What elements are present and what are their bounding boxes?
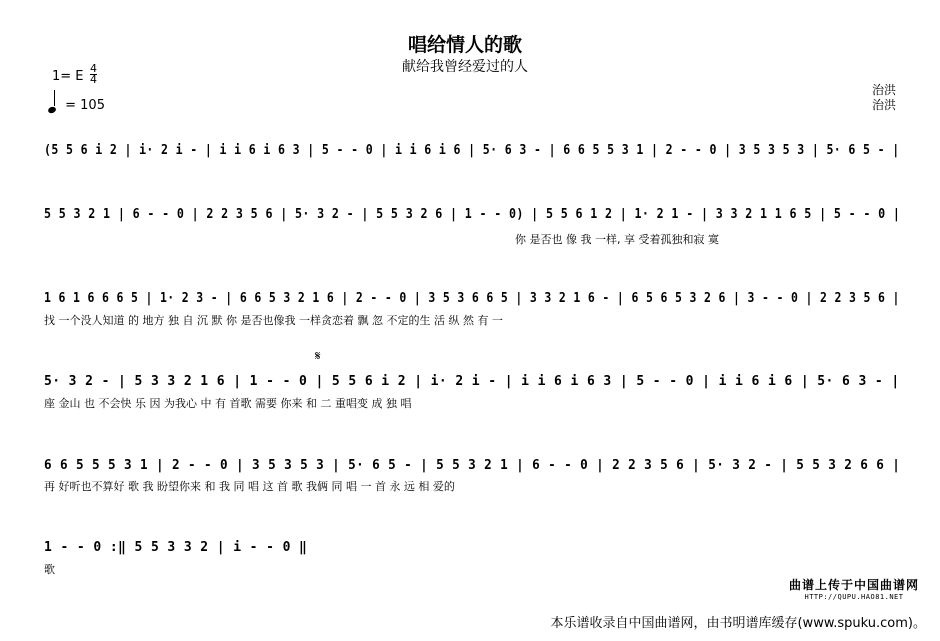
key-signature: 1= E <box>52 69 84 84</box>
lyricist: 治洪 <box>872 83 897 97</box>
score-row-6: 1 - - 0 :‖ 5 5 3 3 2 | i - - 0 ‖ <box>44 540 308 555</box>
stamp-line-2: HTTP://QUPU.HAO81.NET <box>804 593 904 601</box>
score-row-4: 5· 3 2 - | 5 3 3 2 1 6 | 1 - - 0 | 5 5 6 i 2 | i· 2 i - | i i 6 i 6 3 | 5 - - 0 | i i 6 i 6 | 5· 6 3 - | <box>44 374 900 389</box>
stamp-line-1: 曲谱上传于中国曲谱网 <box>788 578 919 592</box>
composer: 治洪 <box>872 98 897 112</box>
time-signature <box>90 64 97 85</box>
lyric-row-5: 再 好听也不算好 歌 我 盼望你来 和 我 同 唱 这 首 歌 我俩 同 唱 一 首 永 远 相 爱的 <box>44 480 455 493</box>
segno-symbol: 𝄋 <box>315 349 321 364</box>
tempo-marking <box>48 93 105 113</box>
quarter-note-icon <box>47 106 57 114</box>
score-row-5: 6 6 5 5 5 3 1 | 2 - - 0 | 3 5 3 5 3 | 5· 6 5 - | 5 5 3 2 1 | 6 - - 0 | 2 2 3 5 6 | 5· 3 2 - | 5 5 3 2 6 6 | <box>44 458 901 473</box>
song-subtitle: 献给我曾经爱过的人 <box>402 59 528 75</box>
source-footer: 本乐谱收录自中国曲谱网，由书明谱库缓存(www.spuku.com)。 <box>550 616 926 631</box>
score-row-3: 1 6 1 6 6 6 5 | 1· 2 3 - | 6 6 5 3 2 1 6 | 2 - - 0 | 3 5 3 6 6 5 | 3 3 2 1 6 - | 6 5 6 5 3 2 6 | 3 - - 0 | 2 2 3 5 6 | <box>44 291 900 306</box>
time-signature-bottom: 4 <box>90 73 97 86</box>
time-signature-top: 4 <box>90 62 97 75</box>
watermark-stamp <box>784 576 924 601</box>
song-title: 唱给情人的歌 <box>407 34 522 56</box>
score-row-2: 5 5 3 2 1 | 6 - - 0 | 2 2 3 5 6 | 5· 3 2 - | 5 5 3 2 6 | 1 - - 0) | 5 5 6 1 2 | 1· 2 1 - | 3 3 2 1 1 6 5 | 5 - - 0 | <box>44 207 901 222</box>
lyric-row-6: 歌 <box>44 563 55 576</box>
tempo-value: = 105 <box>65 98 105 113</box>
lyric-row-2: 你 是否也 像 我 一样, 享 受着孤独和寂 寞 <box>515 233 719 246</box>
score-row-1: (5 5 6 i 2 | i· 2 i - | i i 6 i 6 3 | 5 - - 0 | i i 6 i 6 | 5· 6 3 - | 6 6 5 5 3 1 | 2 - - 0 | 3 5 3 5 3 | 5· 6 5 - | <box>44 143 900 158</box>
lyric-row-4: 座 金山 也 不会快 乐 因 为我心 中 有 首歌 需要 你来 和 二 重唱变 成 独 唱 <box>44 397 412 410</box>
lyric-row-3: 找 一个没人知道 的 地方 独 自 沉 默 你 是否也像我 一样贪恋着 飘 忽 不定的生 活 纵 然 有 一 <box>44 314 503 327</box>
